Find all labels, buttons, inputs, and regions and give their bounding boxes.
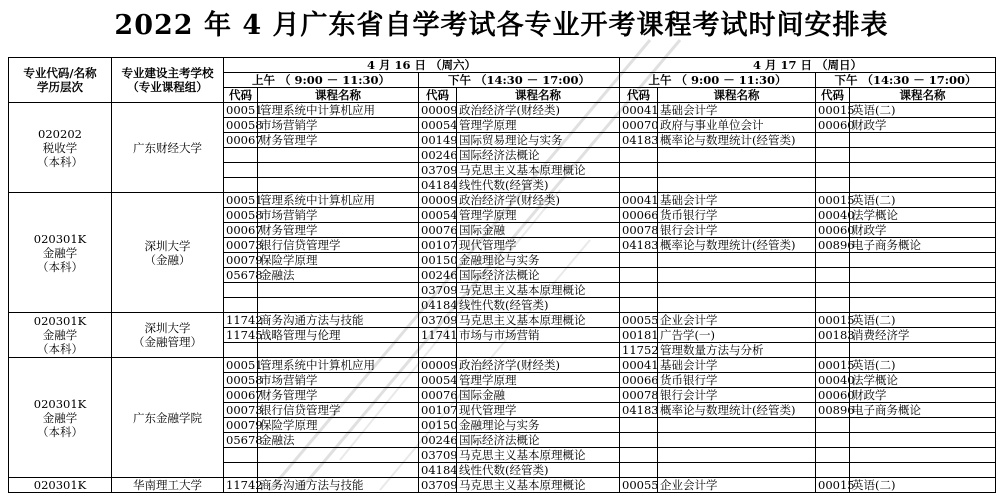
course-code-cell: 00055 (620, 478, 658, 493)
course-name-cell: 货币银行学 (658, 208, 816, 223)
course-code-cell: 00054 (419, 208, 457, 223)
course-code-cell (816, 133, 850, 148)
course-name-cell: 马克思主义基本原理概论 (457, 448, 620, 463)
table-row (9, 103, 996, 118)
header-code: 代码 (419, 88, 457, 103)
course-code-cell: 00079 (224, 418, 258, 433)
course-code-cell (620, 253, 658, 268)
course-code-cell (620, 163, 658, 178)
course-name-cell: 英语(二) (850, 313, 996, 328)
course-code-cell (620, 268, 658, 283)
course-name-cell (658, 163, 816, 178)
course-name-cell: 市场与市场营销 (457, 328, 620, 343)
header-major: 专业代码/名称 学历层次 (9, 58, 112, 103)
school-cell: 广东财经大学 (112, 103, 224, 193)
course-code-cell: 00246 (419, 433, 457, 448)
course-code-cell: 00041 (620, 358, 658, 373)
course-name-cell: 管理系统中计算机应用 (258, 103, 419, 118)
header-day1-pm: 下午 （14:30 － 17:00） (419, 73, 620, 88)
header-day1-am: 上午 （ 9:00 － 11:30） (224, 73, 419, 88)
course-name-cell (658, 433, 816, 448)
course-name-cell (850, 418, 996, 433)
course-code-cell: 00015 (816, 313, 850, 328)
course-code-cell (224, 463, 258, 478)
course-code-cell: 04183 (620, 238, 658, 253)
course-name-cell (850, 178, 996, 193)
course-code-cell: 00051 (224, 103, 258, 118)
course-code-cell: 00058 (224, 208, 258, 223)
course-name-cell: 英语(二) (850, 358, 996, 373)
header-day2-am: 上午 （ 9:00 － 11:30） (620, 73, 816, 88)
course-code-cell: 11752 (620, 343, 658, 358)
major-cell: 020301K 金融学 （本科） (9, 358, 112, 478)
course-name-cell (258, 148, 419, 163)
course-code-cell: 00054 (419, 118, 457, 133)
course-code-cell (620, 448, 658, 463)
course-name-cell: 财务管理学 (258, 388, 419, 403)
course-name-cell: 国际经济法概论 (457, 433, 620, 448)
course-name-cell (850, 268, 996, 283)
course-name-cell: 管理系统中计算机应用 (258, 358, 419, 373)
course-code-cell (224, 148, 258, 163)
course-code-cell: 03709 (419, 478, 457, 493)
course-name-cell: 法学概论 (850, 373, 996, 388)
course-name-cell: 管理学原理 (457, 373, 620, 388)
course-code-cell: 00067 (224, 133, 258, 148)
header-code: 代码 (816, 88, 850, 103)
course-name-cell: 英语(二) (850, 478, 996, 493)
course-name-cell: 管理学原理 (457, 208, 620, 223)
course-name-cell (850, 463, 996, 478)
course-name-cell: 银行信贷管理学 (258, 238, 419, 253)
major-cell: 020301K 金融学 （本科） (9, 313, 112, 358)
course-code-cell: 00183 (816, 328, 850, 343)
course-name-cell: 银行会计学 (658, 388, 816, 403)
course-name-cell: 电子商务概论 (850, 238, 996, 253)
table-row (9, 358, 996, 373)
course-code-cell (816, 418, 850, 433)
course-code-cell: 04184 (419, 463, 457, 478)
course-code-cell: 00149 (419, 133, 457, 148)
course-name-cell: 政府与事业单位会计 (658, 118, 816, 133)
course-name-cell (658, 253, 816, 268)
header-course: 课程名称 (258, 88, 419, 103)
course-name-cell: 马克思主义基本原理概论 (457, 478, 620, 493)
course-code-cell: 00041 (620, 103, 658, 118)
course-code-cell: 00058 (224, 373, 258, 388)
course-name-cell: 政治经济学(财经类) (457, 193, 620, 208)
course-code-cell: 00040 (816, 208, 850, 223)
course-name-cell (258, 343, 419, 358)
course-code-cell: 05678 (224, 268, 258, 283)
course-name-cell (850, 433, 996, 448)
header-course: 课程名称 (658, 88, 816, 103)
course-name-cell: 线性代数(经管类) (457, 463, 620, 478)
course-name-cell (658, 448, 816, 463)
course-name-cell: 市场营销学 (258, 373, 419, 388)
course-name-cell: 货币银行学 (658, 373, 816, 388)
course-code-cell: 00067 (224, 223, 258, 238)
course-code-cell: 00051 (224, 193, 258, 208)
course-name-cell: 英语(二) (850, 103, 996, 118)
course-name-cell: 线性代数(经管类) (457, 298, 620, 313)
schedule-body (9, 103, 996, 493)
course-code-cell: 03709 (419, 163, 457, 178)
course-code-cell: 05678 (224, 433, 258, 448)
course-code-cell: 00896 (816, 238, 850, 253)
course-name-cell (850, 298, 996, 313)
course-code-cell (620, 418, 658, 433)
course-name-cell: 财务管理学 (258, 133, 419, 148)
header-course: 课程名称 (457, 88, 620, 103)
course-name-cell: 电子商务概论 (850, 403, 996, 418)
course-code-cell: 00076 (419, 388, 457, 403)
course-code-cell (816, 178, 850, 193)
course-name-cell (850, 133, 996, 148)
course-name-cell: 法学概论 (850, 208, 996, 223)
course-name-cell: 国际经济法概论 (457, 268, 620, 283)
course-code-cell: 00015 (816, 478, 850, 493)
school-cell: 广东金融学院 (112, 358, 224, 478)
course-code-cell (816, 343, 850, 358)
course-code-cell: 00051 (224, 358, 258, 373)
course-code-cell: 00015 (816, 103, 850, 118)
course-code-cell: 00009 (419, 358, 457, 373)
school-cell: 华南理工大学 (112, 478, 224, 493)
course-code-cell (816, 433, 850, 448)
course-code-cell: 00015 (816, 193, 850, 208)
course-code-cell: 11741 (419, 328, 457, 343)
course-code-cell: 00060 (816, 388, 850, 403)
course-name-cell: 马克思主义基本原理概论 (457, 283, 620, 298)
course-name-cell (658, 418, 816, 433)
course-name-cell: 管理学原理 (457, 118, 620, 133)
course-code-cell: 00009 (419, 103, 457, 118)
course-name-cell (850, 283, 996, 298)
course-code-cell: 00150 (419, 253, 457, 268)
course-name-cell: 财务管理学 (258, 223, 419, 238)
course-name-cell: 金融理论与实务 (457, 253, 620, 268)
course-name-cell: 财政学 (850, 223, 996, 238)
course-code-cell (620, 178, 658, 193)
course-name-cell: 基础会计学 (658, 193, 816, 208)
course-name-cell: 企业会计学 (658, 313, 816, 328)
course-name-cell: 马克思主义基本原理概论 (457, 163, 620, 178)
course-name-cell: 现代管理学 (457, 238, 620, 253)
header-day2-pm: 下午 （14:30 － 17:00） (816, 73, 996, 88)
course-code-cell: 03709 (419, 313, 457, 328)
course-name-cell: 国际金融 (457, 223, 620, 238)
table-row (9, 193, 996, 208)
course-code-cell (816, 463, 850, 478)
course-code-cell: 00073 (224, 238, 258, 253)
course-code-cell: 00060 (816, 223, 850, 238)
course-code-cell: 00041 (620, 193, 658, 208)
course-name-cell: 市场营销学 (258, 118, 419, 133)
course-code-cell: 00246 (419, 148, 457, 163)
course-code-cell (224, 283, 258, 298)
course-name-cell: 政治经济学(财经类) (457, 358, 620, 373)
course-code-cell: 00150 (419, 418, 457, 433)
course-code-cell: 00054 (419, 373, 457, 388)
course-name-cell (658, 148, 816, 163)
course-name-cell: 线性代数(经管类) (457, 178, 620, 193)
header-day1: 4 月 16 日 （周六） (224, 58, 620, 73)
course-code-cell (224, 343, 258, 358)
course-code-cell: 04184 (419, 178, 457, 193)
course-code-cell (816, 253, 850, 268)
header-day2: 4 月 17 日 （周日） (620, 58, 996, 73)
course-name-cell: 财政学 (850, 388, 996, 403)
course-code-cell (224, 178, 258, 193)
course-name-cell: 国际经济法概论 (457, 148, 620, 163)
course-code-cell: 00246 (419, 268, 457, 283)
course-code-cell (620, 283, 658, 298)
course-code-cell: 00073 (224, 403, 258, 418)
major-cell: 020202 税收学 （本科） (9, 103, 112, 193)
course-name-cell: 金融法 (258, 433, 419, 448)
course-name-cell (258, 283, 419, 298)
course-name-cell: 国际金融 (457, 388, 620, 403)
course-code-cell: 00076 (419, 223, 457, 238)
course-code-cell (620, 433, 658, 448)
course-name-cell: 金融理论与实务 (457, 418, 620, 433)
course-name-cell: 保险学原理 (258, 418, 419, 433)
major-cell: 020301K 金融学 （本科） (9, 193, 112, 313)
course-code-cell: 00040 (816, 373, 850, 388)
course-code-cell (224, 448, 258, 463)
course-name-cell: 保险学原理 (258, 253, 419, 268)
header-code: 代码 (620, 88, 658, 103)
course-code-cell: 04183 (620, 133, 658, 148)
course-code-cell: 11742 (224, 478, 258, 493)
course-code-cell: 00078 (620, 223, 658, 238)
course-code-cell: 00107 (419, 403, 457, 418)
major-cell: 020301K (9, 478, 112, 493)
course-name-cell: 银行会计学 (658, 223, 816, 238)
course-code-cell: 00181 (620, 328, 658, 343)
schedule-table (8, 57, 996, 493)
course-name-cell: 现代管理学 (457, 403, 620, 418)
course-name-cell (658, 463, 816, 478)
course-code-cell: 00107 (419, 238, 457, 253)
course-code-cell: 00009 (419, 193, 457, 208)
course-code-cell (816, 298, 850, 313)
course-name-cell (258, 178, 419, 193)
course-code-cell: 00015 (816, 358, 850, 373)
school-cell: 深圳大学 （金融） (112, 193, 224, 313)
course-name-cell: 消费经济学 (850, 328, 996, 343)
page-title: 2022 年 4 月广东省自学考试各专业开考课程考试时间安排表 (114, 10, 889, 41)
course-code-cell (419, 343, 457, 358)
course-code-cell: 00067 (224, 388, 258, 403)
course-code-cell (816, 163, 850, 178)
course-name-cell: 商务沟通方法与技能 (258, 313, 419, 328)
course-code-cell: 00060 (816, 118, 850, 133)
course-code-cell (816, 448, 850, 463)
course-name-cell: 基础会计学 (658, 358, 816, 373)
course-name-cell: 管理数量方法与分析 (658, 343, 816, 358)
course-name-cell: 商务沟通方法与技能 (258, 478, 419, 493)
course-name-cell: 财政学 (850, 118, 996, 133)
course-code-cell: 03709 (419, 448, 457, 463)
course-name-cell (658, 283, 816, 298)
course-code-cell (816, 268, 850, 283)
course-code-cell (816, 148, 850, 163)
course-code-cell (224, 298, 258, 313)
header-school: 专业建设主考学校 （专业课程组） (112, 58, 224, 103)
course-code-cell (620, 298, 658, 313)
course-code-cell: 00058 (224, 118, 258, 133)
course-name-cell (850, 448, 996, 463)
header-code: 代码 (224, 88, 258, 103)
course-name-cell: 英语(二) (850, 193, 996, 208)
course-name-cell: 政治经济学(财经类) (457, 103, 620, 118)
course-code-cell: 00078 (620, 388, 658, 403)
table-row (9, 313, 996, 328)
course-name-cell: 银行信贷管理学 (258, 403, 419, 418)
course-name-cell (658, 298, 816, 313)
course-name-cell: 概率论与数理统计(经管类) (658, 133, 816, 148)
course-name-cell: 广告学(一) (658, 328, 816, 343)
course-code-cell: 11742 (224, 313, 258, 328)
course-name-cell: 基础会计学 (658, 103, 816, 118)
course-name-cell: 战略管理与伦理 (258, 328, 419, 343)
course-code-cell (224, 163, 258, 178)
course-code-cell (816, 283, 850, 298)
course-name-cell: 市场营销学 (258, 208, 419, 223)
course-name-cell: 概率论与数理统计(经管类) (658, 238, 816, 253)
course-name-cell: 马克思主义基本原理概论 (457, 313, 620, 328)
course-name-cell (258, 448, 419, 463)
course-code-cell: 00055 (620, 313, 658, 328)
course-name-cell: 金融法 (258, 268, 419, 283)
course-code-cell: 00066 (620, 373, 658, 388)
course-name-cell (658, 268, 816, 283)
course-name-cell (258, 463, 419, 478)
course-name-cell (258, 163, 419, 178)
table-row (9, 478, 996, 493)
course-code-cell: 11745 (224, 328, 258, 343)
course-name-cell (658, 178, 816, 193)
course-code-cell: 04183 (620, 403, 658, 418)
course-name-cell (258, 298, 419, 313)
course-name-cell (850, 163, 996, 178)
course-code-cell (620, 463, 658, 478)
course-code-cell: 00070 (620, 118, 658, 133)
course-code-cell (620, 148, 658, 163)
course-name-cell (850, 343, 996, 358)
course-name-cell (850, 253, 996, 268)
course-name-cell: 国际贸易理论与实务 (457, 133, 620, 148)
school-cell: 深圳大学 （金融管理） (112, 313, 224, 358)
course-code-cell: 00066 (620, 208, 658, 223)
course-name-cell (457, 343, 620, 358)
course-code-cell: 03709 (419, 283, 457, 298)
course-name-cell: 概率论与数理统计(经管类) (658, 403, 816, 418)
course-name-cell: 管理系统中计算机应用 (258, 193, 419, 208)
header-course: 课程名称 (850, 88, 996, 103)
course-name-cell (850, 148, 996, 163)
course-code-cell: 00079 (224, 253, 258, 268)
course-code-cell: 04184 (419, 298, 457, 313)
course-name-cell: 企业会计学 (658, 478, 816, 493)
course-code-cell: 00896 (816, 403, 850, 418)
